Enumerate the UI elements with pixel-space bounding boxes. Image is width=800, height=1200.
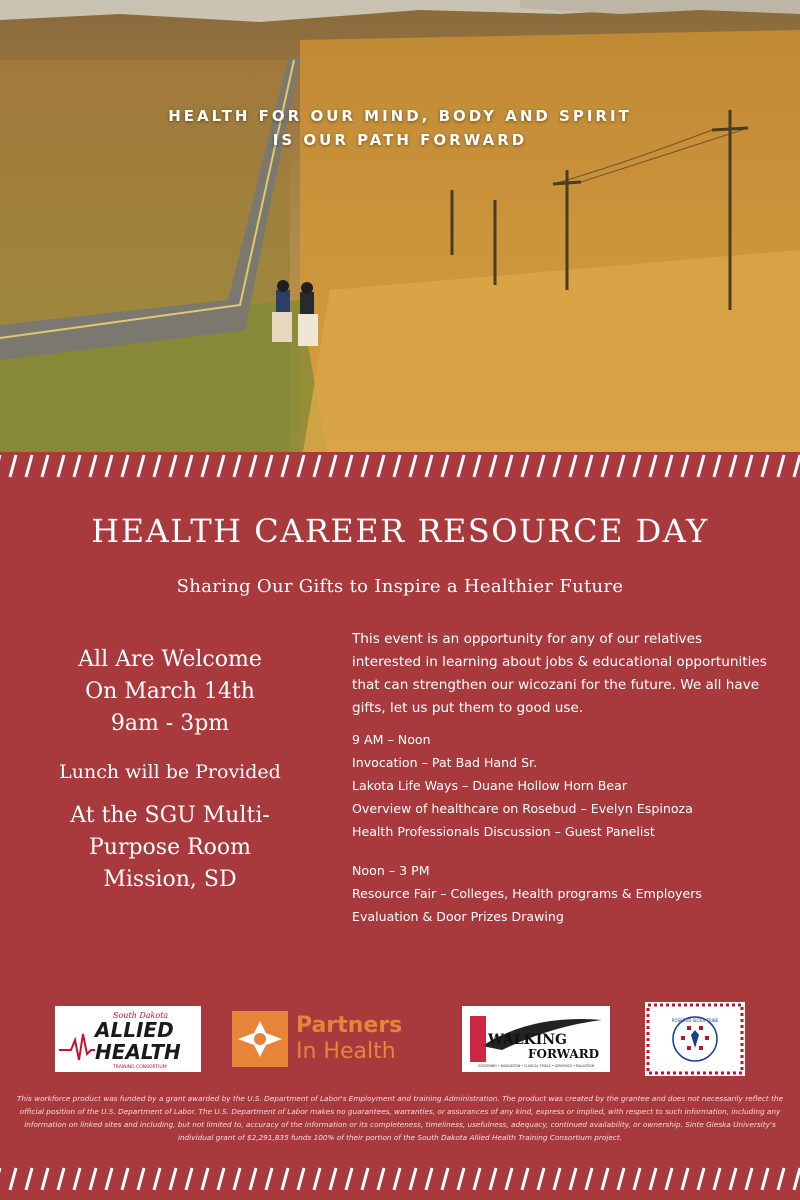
allied-sub: TRAINING CONSORTIUM: [113, 1065, 167, 1070]
morning-schedule: [352, 728, 772, 843]
intro-paragraph: This event is an opportunity for any of our relatives interested in learning about jobs & educational opportunities that can strengthen our wicozani for the future. We all have gifts, let us put them to good use.: [352, 631, 767, 716]
stripe-divider-top: [0, 452, 800, 480]
schedule-heading: 9 AM – Noon: [352, 732, 431, 747]
schedule-heading: Noon – 3 PM: [352, 863, 430, 878]
allied-health-logo: [55, 1006, 201, 1072]
schedule-item: Lakota Life Ways – Duane Hollow Horn Bear: [352, 778, 628, 793]
stripe-divider-bottom: [0, 1165, 800, 1193]
partners-line-1: Partners: [296, 1013, 403, 1038]
partners-line-2: In Health: [296, 1039, 396, 1064]
venue-line-2: Purpose Room: [88, 835, 252, 860]
walking-word-2: FORWARD: [528, 1047, 600, 1061]
schedule-item: Evaluation & Door Prizes Drawing: [352, 909, 564, 924]
flag-label: ROSEBUD SIOUX TRIBE: [671, 1018, 719, 1023]
hero-photo: [0, 0, 800, 470]
venue: [20, 800, 320, 896]
venue-line-3: Mission, SD: [103, 867, 237, 892]
schedule-item: Overview of healthcare on Rosebud – Evelyn Espinoza: [352, 801, 693, 816]
heartbeat-icon: [59, 1034, 95, 1060]
prairie-road-scene: [0, 0, 800, 470]
event-description: [352, 628, 772, 928]
walking-sub: SCREENING • NAVIGATION • CLINICAL TRIALS • GENOMICS • PALLIATION: [478, 1064, 594, 1068]
event-details: [20, 644, 320, 896]
allied-word-2: HEALTH: [95, 1040, 181, 1064]
tagline-line-1: HEALTH FOR OUR MIND, BODY AND SPIRIT: [168, 107, 632, 125]
venue-line-1: At the SGU Multi-: [70, 803, 270, 828]
partners-in-health-logo: [232, 1008, 432, 1070]
schedule-item: Resource Fair – Colleges, Health programs & Employers: [352, 886, 702, 901]
hands-icon: [232, 1011, 288, 1067]
walking-word-1: WALKING: [488, 1032, 568, 1048]
rosebud-sioux-flag: [645, 1002, 745, 1076]
event-time: 9am - 3pm: [110, 711, 230, 736]
tagline: [0, 104, 800, 152]
allied-word-1: ALLIED: [95, 1018, 174, 1042]
allied-state: South Dakota: [113, 1011, 169, 1020]
grant-disclaimer: This workforce product was funded by a grant awarded by the U.S. Department of Labor's Employment and training Administration. The product was created by the grantee and does not necessarily reflect the official position of the U.S. Department of Labor. The U.S. Department of Labor makes no guarantees, warranties, or assurances of any kind, express or implied, with respect to such information, including any information on linked sites and including, but not limited to, accuracy of the information or its completeness, timeliness, usefulness, adequacy, continued availability, or ownership. Sinte Gleska University's individual grant of $2,291,835 funds 100% of their portion of the South Dakota Allied Health Training Consortium project.: [16, 1094, 784, 1142]
event-date: On March 14th: [85, 679, 255, 704]
tagline-line-2: IS OUR PATH FORWARD: [272, 131, 528, 149]
event-subtitle: Sharing Our Gifts to Inspire a Healthier Future: [176, 576, 624, 597]
event-title: HEALTH CAREER RESOURCE DAY: [91, 512, 709, 550]
schedule-item: Health Professionals Discussion – Guest Panelist: [352, 824, 655, 839]
walking-forward-logo: [462, 1006, 610, 1072]
afternoon-schedule: [352, 859, 772, 928]
lunch-note: Lunch will be Provided: [59, 761, 281, 783]
schedule-item: Invocation – Pat Bad Hand Sr.: [352, 755, 538, 770]
welcome-text: All Are Welcome: [78, 647, 262, 672]
